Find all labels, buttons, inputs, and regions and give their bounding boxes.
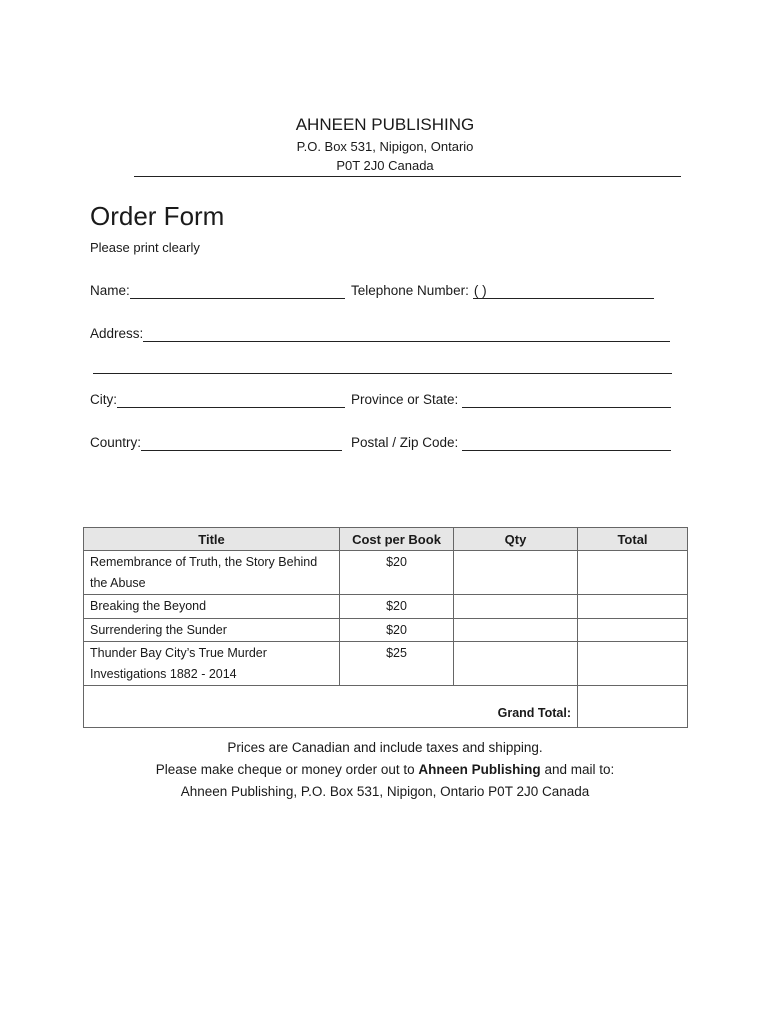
form-title: Order Form <box>90 201 225 231</box>
book-cost: $25 <box>340 642 454 686</box>
payment-note-prefix: Please make cheque or money order out to <box>155 762 419 777</box>
table-row <box>84 642 688 686</box>
address-field[interactable] <box>90 326 670 342</box>
qty-cell[interactable] <box>454 642 578 686</box>
book-cost: $20 <box>340 618 454 642</box>
book-title: Remembrance of Truth, the Story Behind the Abuse <box>84 551 340 595</box>
name-input-line[interactable] <box>130 284 345 299</box>
publisher-address-line2: P0T 2J0 Canada <box>336 158 434 173</box>
header-qty: Qty <box>454 528 578 551</box>
book-cost: $20 <box>340 595 454 619</box>
address-input-line[interactable] <box>143 327 670 342</box>
header-title: Title <box>84 528 340 551</box>
postal-input-line[interactable] <box>462 436 671 451</box>
table-row <box>84 551 688 595</box>
table-row <box>84 595 688 619</box>
postal-label: Postal / Zip Code: <box>351 435 459 450</box>
telephone-input-line[interactable] <box>488 284 654 299</box>
pricing-note: Prices are Canadian and include taxes and shipping. <box>227 740 543 755</box>
telephone-area-code[interactable] <box>473 283 488 299</box>
total-cell[interactable] <box>578 642 688 686</box>
province-input-line[interactable] <box>462 393 671 408</box>
total-cell[interactable] <box>578 618 688 642</box>
country-label: Country: <box>90 435 142 450</box>
qty-cell[interactable] <box>454 595 578 619</box>
qty-cell[interactable] <box>454 551 578 595</box>
grand-total-label: Grand Total: <box>84 686 578 728</box>
city-input-line[interactable] <box>117 393 345 408</box>
payment-note-suffix: and mail to: <box>540 762 615 777</box>
table-header-row <box>84 528 688 551</box>
payee-name: Ahneen Publishing <box>418 762 541 777</box>
grand-total-row <box>84 686 688 728</box>
city-field[interactable] <box>90 392 345 408</box>
form-subtitle: Please print clearly <box>90 240 200 255</box>
telephone-area-code-parens: ( ) <box>473 283 487 298</box>
telephone-field[interactable] <box>351 283 654 299</box>
country-input-line[interactable] <box>141 436 342 451</box>
name-label: Name: <box>90 283 130 298</box>
address-label: Address: <box>90 326 144 341</box>
qty-cell[interactable] <box>454 618 578 642</box>
grand-total-cell[interactable] <box>578 686 688 728</box>
postal-field[interactable] <box>351 435 671 451</box>
header-divider <box>134 176 681 177</box>
mailing-address: Ahneen Publishing, P.O. Box 531, Nipigon, Ontario P0T 2J0 Canada <box>180 784 590 799</box>
book-title: Thunder Bay City’s True Murder Investigations 1882 - 2014 <box>84 642 340 686</box>
order-table <box>83 527 688 728</box>
total-cell[interactable] <box>578 551 688 595</box>
province-label: Province or State: <box>351 392 459 407</box>
city-label: City: <box>90 392 117 407</box>
publisher-name: AHNEEN PUBLISHING <box>295 115 475 134</box>
country-field[interactable] <box>90 435 342 451</box>
book-title: Surrendering the Sunder <box>84 618 340 642</box>
payment-note <box>0 762 770 777</box>
table-row <box>84 618 688 642</box>
province-field[interactable] <box>351 392 671 408</box>
header-cost: Cost per Book <box>340 528 454 551</box>
header-total: Total <box>578 528 688 551</box>
book-title: Breaking the Beyond <box>84 595 340 619</box>
publisher-address-line1: P.O. Box 531, Nipigon, Ontario <box>296 139 474 154</box>
address-second-line[interactable] <box>93 373 672 374</box>
name-field[interactable] <box>90 283 345 299</box>
total-cell[interactable] <box>578 595 688 619</box>
telephone-label: Telephone Number: <box>351 283 469 298</box>
book-cost: $20 <box>340 551 454 595</box>
